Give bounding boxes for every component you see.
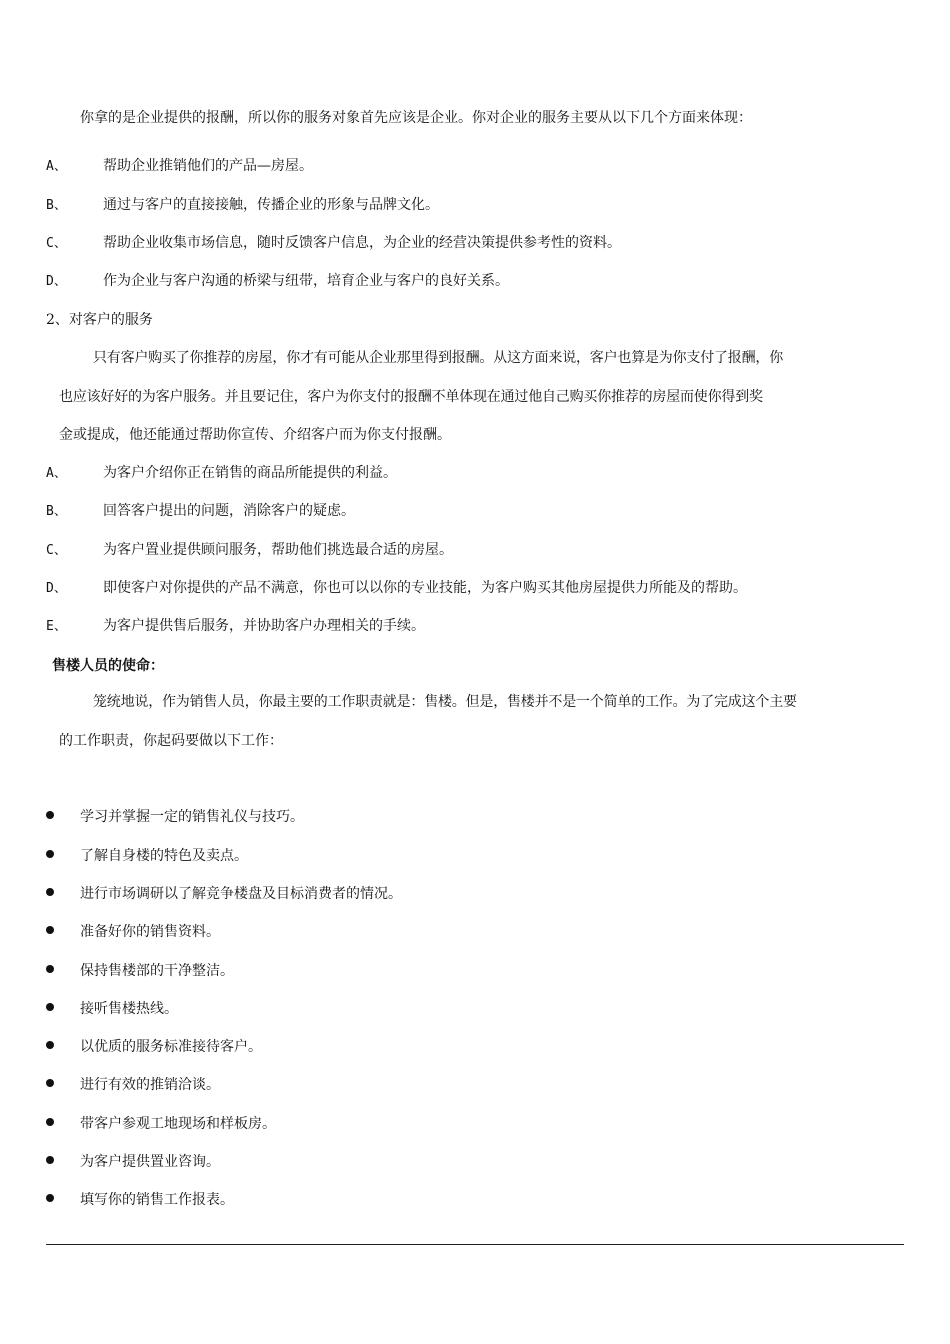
customer-item-b: [46, 501, 355, 522]
bullet-icon: [46, 850, 54, 858]
task-text: 了解自身楼的特色及卖点。: [80, 848, 248, 864]
bullet-icon: [46, 1003, 54, 1011]
bullet-icon: [46, 926, 54, 934]
item-text: 回答客户提出的问题，消除客户的疑虑。: [103, 503, 355, 519]
item-text: 为客户置业提供顾问服务，帮助他们挑选最合适的房屋。: [103, 542, 453, 558]
customer-item-a: [46, 463, 397, 484]
task-text: 准备好你的销售资料。: [80, 924, 220, 940]
task-list-item: [46, 961, 234, 981]
mission-paragraph-line-2: 的工作职责，你起码要做以下工作：: [59, 733, 283, 749]
enterprise-item-b: [46, 195, 439, 216]
task-list-item: [46, 1114, 276, 1134]
item-marker: A、: [46, 159, 67, 174]
task-list-item: [46, 1075, 220, 1095]
customer-paragraph-line-3: 金或提成，他还能通过帮助你宣传、介绍客户而为你支付报酬。: [59, 427, 451, 443]
task-text: 以优质的服务标准接待客户。: [80, 1039, 262, 1055]
task-text: 填写你的销售工作报表。: [80, 1192, 234, 1208]
task-text: 保持售楼部的干净整洁。: [80, 963, 234, 979]
customer-section-heading: 2、对客户的服务: [46, 312, 153, 328]
item-text: 作为企业与客户沟通的桥梁与纽带，培育企业与客户的良好关系。: [103, 273, 509, 289]
customer-paragraph-line-2: 也应该好好的为客户服务。并且要记住，客户为你支付的报酬不单体现在通过他自己购买你推荐的房屋而使你得到奖: [59, 389, 763, 405]
item-marker: B、: [46, 504, 67, 519]
task-list-item: [46, 884, 402, 904]
bullet-icon: [46, 1041, 54, 1049]
task-list-item: [46, 1190, 234, 1210]
task-text: 为客户提供置业咨询。: [80, 1154, 220, 1170]
customer-item-e: [46, 616, 425, 637]
item-text: 即使客户对你提供的产品不满意，你也可以以你的专业技能，为客户购买其他房屋提供力所能及的帮助。: [103, 580, 747, 596]
task-list-item: [46, 1152, 220, 1172]
task-text: 进行市场调研以了解竞争楼盘及目标消费者的情况。: [80, 886, 402, 902]
footer-divider: [46, 1244, 904, 1245]
item-marker: A、: [46, 466, 67, 481]
task-text: 接听售楼热线。: [80, 1001, 178, 1017]
intro-paragraph: 你拿的是企业提供的报酬，所以你的服务对象首先应该是企业。你对企业的服务主要从以下几个方面来体现：: [80, 110, 752, 126]
mission-paragraph-line-1: 笼统地说，作为销售人员，你最主要的工作职责就是：售楼。但是，售楼并不是一个简单的工作。为了完成这个主要: [93, 694, 797, 710]
bullet-icon: [46, 1118, 54, 1126]
bullet-icon: [46, 965, 54, 973]
enterprise-item-d: [46, 271, 509, 292]
bullet-icon: [46, 1194, 54, 1202]
task-list-item: [46, 999, 178, 1019]
task-text: 进行有效的推销洽谈。: [80, 1077, 220, 1093]
customer-paragraph-line-1: 只有客户购买了你推荐的房屋，你才有可能从企业那里得到报酬。从这方面来说，客户也算是为你支付了报酬，你: [93, 350, 783, 366]
bullet-icon: [46, 888, 54, 896]
task-text: 带客户参观工地现场和样板房。: [80, 1116, 276, 1132]
item-marker: D、: [46, 581, 67, 596]
task-list-item: [46, 846, 248, 866]
item-marker: E、: [46, 619, 67, 634]
bullet-icon: [46, 1079, 54, 1087]
mission-heading: 售楼人员的使命：: [52, 658, 164, 674]
customer-item-d: [46, 578, 747, 599]
item-marker: B、: [46, 198, 67, 213]
item-marker: C、: [46, 543, 67, 558]
enterprise-item-c: [46, 233, 621, 254]
bullet-icon: [46, 811, 54, 819]
customer-item-c: [46, 540, 453, 561]
item-text: 通过与客户的直接接触，传播企业的形象与品牌文化。: [103, 197, 439, 213]
task-list-item: [46, 807, 304, 827]
item-text: 帮助企业推销他们的产品—房屋。: [103, 158, 313, 174]
task-list-item: [46, 1037, 262, 1057]
item-text: 为客户介绍你正在销售的商品所能提供的利益。: [103, 465, 397, 481]
item-text: 为客户提供售后服务，并协助客户办理相关的手续。: [103, 618, 425, 634]
bullet-icon: [46, 1156, 54, 1164]
item-text: 帮助企业收集市场信息，随时反馈客户信息，为企业的经营决策提供参考性的资料。: [103, 235, 621, 251]
item-marker: D、: [46, 274, 67, 289]
task-list-item: [46, 922, 220, 942]
enterprise-item-a: [46, 156, 313, 177]
task-text: 学习并掌握一定的销售礼仪与技巧。: [80, 809, 304, 825]
item-marker: C、: [46, 236, 67, 251]
